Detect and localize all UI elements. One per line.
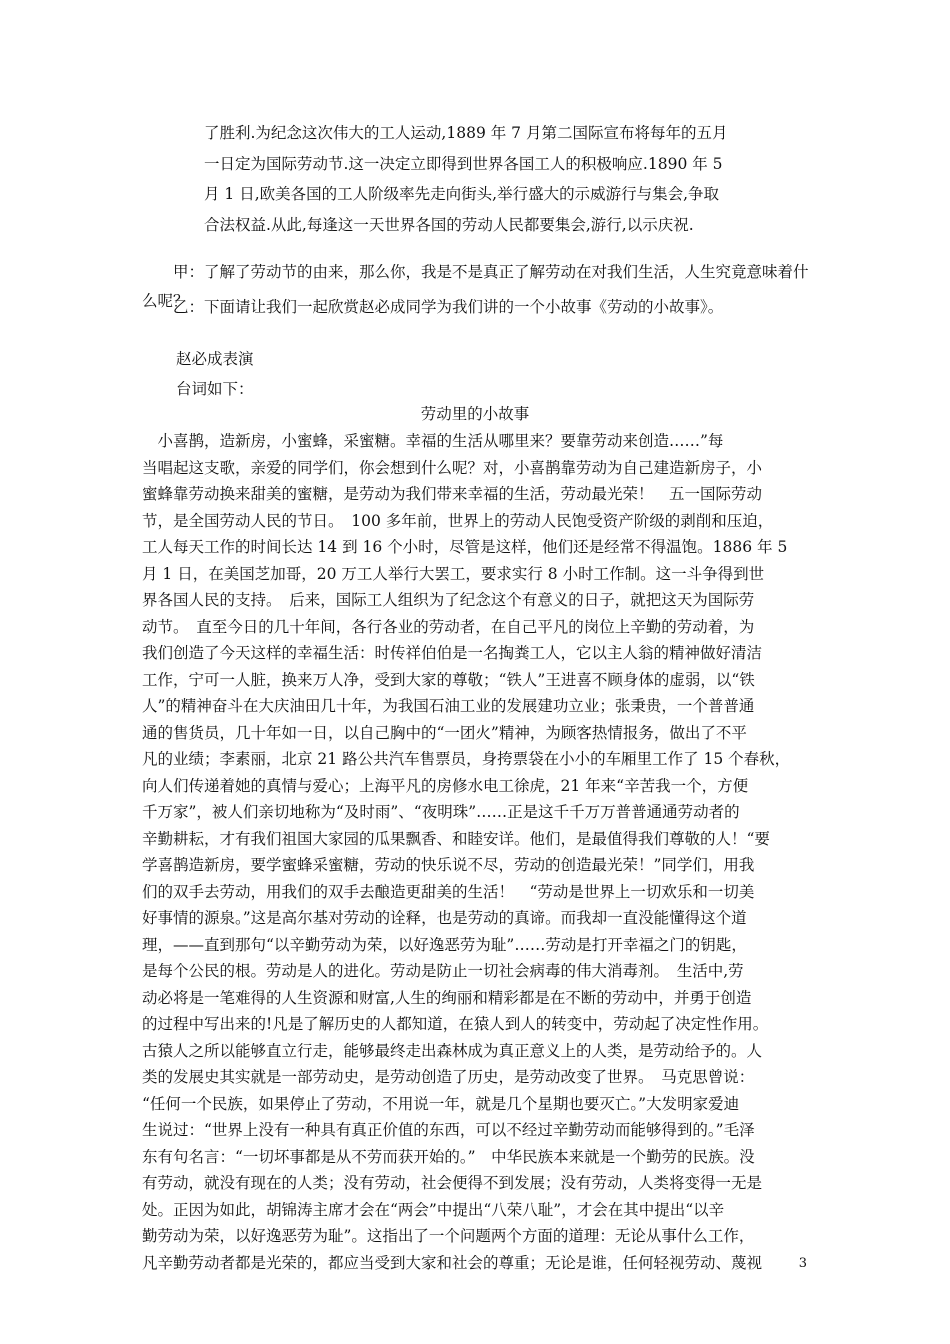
labor-day-history-paragraph	[204, 118, 814, 240]
story-line: 处。正因为如此，胡锦涛主席才会在“两会”中提出“八荣八耻”，才会在其中提出“以辛	[142, 1200, 725, 1219]
story-line: 工人每天工作的时间长达 14 到 16 个小时，尽管是这样，他们还是经常不得温饱。1886 年 5	[142, 538, 788, 556]
story-line: 小喜鹊，造新房，小蜜蜂，采蜜糖。幸福的生活从哪里来？要靠劳动来创造……”每	[142, 432, 724, 450]
dialog-yi	[142, 293, 814, 322]
story-body	[142, 428, 812, 1276]
story-line: 学喜鹊造新房，要学蜜蜂采蜜糖，劳动的快乐说不尽，劳动的创造最光荣！”同学们，用我	[142, 856, 755, 874]
text-line: 合法权益.从此,每逢这一天世界各国的劳动人民都要集会,游行,以示庆祝.	[204, 215, 694, 234]
story-line: 工作，宁可一人脏，换来万人净，受到大家的尊敬；“铁人”王进喜不顾身体的虚弱，以“铁	[142, 670, 755, 689]
story-line: 是每个公民的根。劳动是人的进化。劳动是防止一切社会病毒的伟大消毒剂。 生活中,劳	[142, 962, 744, 980]
story-line: 凡辛勤劳动者都是光荣的，都应当受到大家和社会的尊重；无论是谁，任何轻视劳动、蔑视	[142, 1253, 763, 1272]
dialog-jia-text: 甲：了解了劳动节的由来，那么你，我是不是真正了解劳动在对我们生活，人生究竟意味着什么呢？	[142, 263, 809, 310]
story-line: 月 1 日，在美国芝加哥，20 万工人举行大罢工，要求实行 8 小时工作制。这一斗争得到世	[142, 564, 765, 583]
story-line: 人”的精神奋斗在大庆油田几十年，为我国石油工业的发展建功立业；张秉贵，一个普普通	[142, 697, 755, 715]
story-line: 类的发展史其实就是一部劳动史，是劳动创造了历史，是劳动改变了世界。 马克思曾说：	[142, 1068, 755, 1086]
performance-section	[176, 344, 254, 404]
page-number: 3	[798, 1256, 807, 1271]
story-line: “任何一个民族，如果停止了劳动，不用说一年，就是几个星期也要灭亡。”大发明家爱迪	[142, 1094, 740, 1113]
lines-intro: 台词如下：	[176, 380, 254, 398]
story-line: 当唱起这支歌，亲爱的同学们，你会想到什么呢？对，小喜鹊靠劳动为自己建造新房子，小	[142, 458, 763, 477]
story-line: 界各国人民的支持。 后来，国际工人组织为了纪念这个有意义的日子，就把这天为国际劳	[142, 591, 755, 609]
performer-line: 赵必成表演	[176, 350, 254, 368]
story-line: 有劳动，就没有现在的人类；没有劳动，社会便得不到发展；没有劳动，人类将变得一无是	[142, 1174, 763, 1192]
story-line: 勤劳动为荣，以好逸恶劳为耻”。这指出了一个问题两个方面的道理：无论从事什么工作，	[142, 1227, 755, 1245]
story-line: 我们创造了今天这样的幸福生活：时传祥伯伯是一名掏粪工人，它以主人翁的精神做好清洁	[142, 644, 763, 662]
story-line: 古猿人之所以能够直立行走，能够最终走出森林成为真正意义上的人类，是劳动给予的。人	[142, 1041, 763, 1060]
text-line: 一日定为国际劳动节.这一决定立即得到世界各国工人的积极响应.1890 年 5	[204, 154, 723, 173]
story-line: 凡的业绩；李素丽，北京 21 路公共汽车售票员，身挎票袋在小小的车厢里工作了 15 个春秋，	[142, 750, 791, 768]
story-title: 劳动里的小故事	[420, 405, 530, 423]
story-line: 通的售货员，几十年如一日，以自己胸中的“一团火”精神，为顾客热情报务，做出了不平	[142, 723, 747, 742]
story-line: 生说过：“世界上没有一种具有真正价值的东西，可以不经过辛勤劳动而能够得到的。”毛泽	[142, 1121, 755, 1139]
text-line: 月 1 日,欧美各国的工人阶级率先走向街头,举行盛大的示威游行与集会,争取	[204, 185, 719, 203]
story-line: 的过程中写出来的!凡是了解历史的人都知道，在猿人到人的转变中，劳动起了决定性作用。	[142, 1015, 769, 1033]
story-line: 辛勤耕耘，才有我们祖国大家园的瓜果飘香、和睦安详。他们，是最值得我们尊敬的人！“要	[142, 829, 770, 848]
dialog-yi-text: 乙：下面请让我们一起欣赏赵必成同学为我们讲的一个小故事《劳动的小故事》。	[173, 298, 724, 316]
story-line: 东有句名言：“一切坏事都是从不劳而获开始的。” 中华民族本来就是一个勤劳的民族。没	[142, 1147, 755, 1166]
story-line: 理，——直到那句“以辛勤劳动为荣，以好逸恶劳为耻”……劳动是打开幸福之门的钥匙，	[142, 935, 747, 954]
story-line: 向人们传递着她的真情与爱心；上海平凡的房修水电工徐虎，21 年来“辛苦我一个，方便	[142, 776, 749, 795]
story-line: 蜜蜂靠劳动换来甜美的蜜糖，是劳动为我们带来幸福的生活，劳动最光荣！ 五一国际劳动	[142, 485, 763, 503]
story-line: 千万家”，被人们亲切地称为“及时雨”、“夜明珠”……正是这千千万万普普通通劳动者的	[142, 803, 740, 821]
story-line: 好事情的源泉。”这是高尔基对劳动的诠释，也是劳动的真谛。而我却一直没能懂得这个道	[142, 909, 747, 927]
story-line: 动必将是一笔难得的人生资源和财富,人生的绚丽和精彩都是在不断的劳动中，并勇于创造	[142, 988, 752, 1007]
story-line: 动节。 直至今日的几十年间，各行各业的劳动者，在自己平凡的岗位上辛勤的劳动着，为	[142, 617, 755, 636]
text-line: 了胜利.为纪念这次伟大的工人运动,1889 年 7 月第二国际宣布将每年的五月	[204, 124, 728, 142]
story-line: 节，是全国劳动人民的节日。 100 多年前，世界上的劳动人民饱受资产阶级的剥削和压迫，	[142, 511, 774, 530]
story-line: 们的双手去劳动，用我们的双手去酿造更甜美的生活！ “劳动是世界上一切欢乐和一切美	[142, 882, 755, 901]
